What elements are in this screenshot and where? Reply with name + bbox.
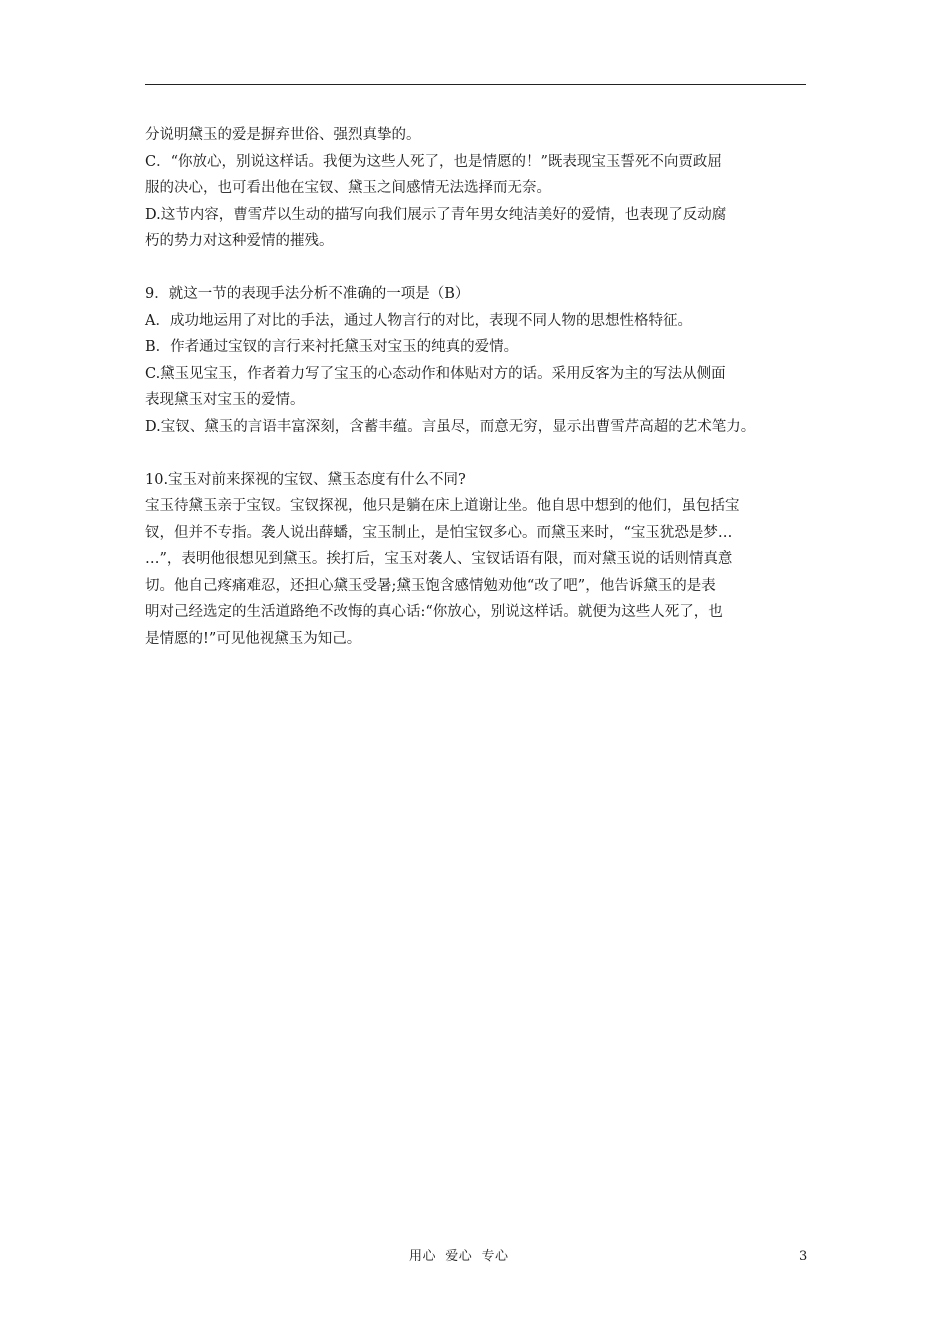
answer-line: 切。他自己疼痛难忍，还担心黛玉受暑;黛玉饱含感情勉劝他“改了吧”，他告诉黛玉的是表 (145, 577, 716, 594)
option-c: C.黛玉见宝玉，作者着力写了宝玉的心态动作和体贴对方的话。采用反客为主的写法从侧面 (145, 365, 726, 382)
paragraph-gap (145, 440, 817, 467)
answer-line: …”，表明他很想见到黛玉。挨打后，宝玉对袭人、宝钗话语有限，而对黛玉说的话则情真意 (145, 551, 733, 567)
option-a: A．成功地运用了对比的手法，通过人物言行的对比，表现不同人物的思想性格特征。 (145, 312, 692, 329)
option-d: D.这节内容，曹雪芹以生动的描写向我们展示了青年男女纯洁美好的爱情，也表现了反动腐 (145, 206, 727, 223)
question-9 (145, 281, 817, 440)
text-line: 表现黛玉对宝玉的爱情。 (145, 392, 305, 408)
text-line: 分说明黛玉的爱是摒弃世俗、强烈真挚的。 (145, 127, 421, 143)
option-d: D.宝钗、黛玉的言语丰富深刻，含蓄丰蕴。言虽尽，而意无穷，显示出曹雪芹高超的艺术笔力。 (145, 418, 756, 435)
answer-line: 宝玉待黛玉亲于宝钗。宝钗探视，他只是躺在床上道谢让坐。他自思中想到的他们，虽包括宝 (145, 498, 740, 514)
footer-motto: 用心 爱心 专心 (409, 1249, 509, 1264)
answer-line: 是情愿的!”可见他视黛玉为知己。 (145, 630, 362, 647)
text-line: 朽的势力对这种爱情的摧残。 (145, 233, 334, 249)
answer-line: 明对己经选定的生活道路绝不改悔的真心话:“你放心，别说这样话。就便为这些人死了，也 (145, 604, 723, 620)
document-body (145, 122, 817, 652)
paragraph-gap (145, 255, 817, 282)
question-10 (145, 467, 817, 653)
option-c: C．“你放心，别说这样话。我便为这些人死了，也是情愿的！”既表现宝玉誓死不向贾政屈 (145, 153, 722, 170)
answer-line: 钗，但并不专指。袭人说出薛蟠，宝玉制止，是怕宝钗多心。而黛玉来时，“宝玉犹恐是梦… (145, 524, 733, 541)
text-line: 服的决心，也可看出他在宝钗、黛玉之间感情无法选择而无奈。 (145, 180, 551, 196)
question-10-stem: 10.宝玉对前来探视的宝钗、黛玉态度有什么不同? (145, 471, 466, 488)
page-footer (0, 1246, 950, 1268)
header-rule (145, 84, 806, 85)
question-9-stem: 9．就这一节的表现手法分析不准确的一项是（B） (145, 286, 470, 302)
page-number: 3 (799, 1249, 808, 1264)
question-8-continuation (145, 122, 817, 255)
option-b: B．作者通过宝钗的言行来衬托黛玉对宝玉的纯真的爱情。 (145, 339, 519, 355)
